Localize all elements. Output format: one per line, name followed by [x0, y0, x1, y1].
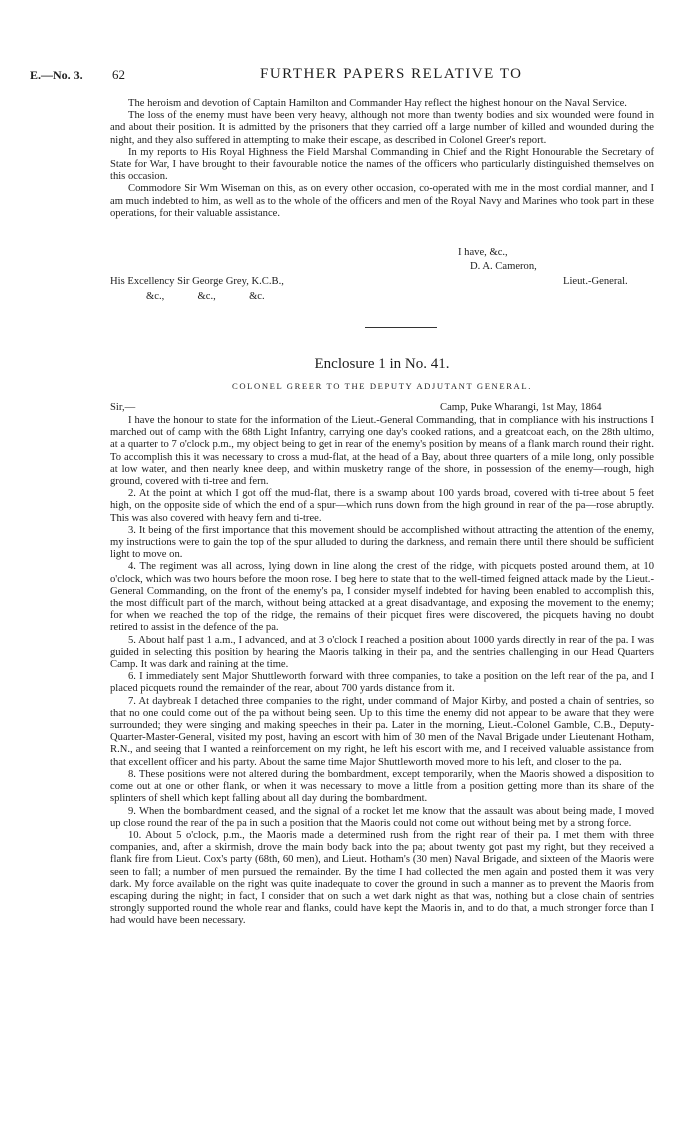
dateline: Camp, Puke Wharangi, 1st May, 1864 [440, 402, 602, 413]
page-number: 62 [112, 67, 125, 82]
etc-line: &c., &c., &c. [146, 291, 265, 302]
signature-name: D. A. Cameron, [470, 261, 537, 272]
paragraph: 8. These positions were not altered during the bombardment, except temporarily, when the Maoris showed a disposition to come out at one or other flank, or when it was necessary to move a little from a position getting more than its share of the splinters of shell which kept falling about all day during the bombardment. [110, 768, 654, 805]
salutation: Sir,— [110, 402, 136, 413]
paragraph: 10. About 5 o'clock, p.m., the Maoris made a determined rush from the right rear of their pa. I met them with three companies, and, after a skirmish, drove the main body back into the pa; about twenty got past my right, but they received a flank fire from Lieut. Cox's party (68th, 60 men), and Lieut. Hotham's (30 men) Naval Brigade, and sixteen of the Maoris were seen to fall; a number of men pursued the remainder. By the time I had collected the men again and posted them it was very dark. My force available on the right was quite inadequate to cover the ground in such a manner as to prevent the Maoris from escaping during the night; in fact, I consider that on such a wet dark night as that was, nothing but a close chain of sentries strongly supported round the whole rear and flanks, could have kept the Maoris in, and to do that, a much stronger force than I had would have been necessary. [110, 829, 654, 927]
despatch-conclusion [110, 98, 654, 220]
paragraph: Commodore Sir Wm Wiseman on this, as on every other occasion, co-operated with me in the most cordial manner, and I am much indebted to him, as well as to the whole of the officers and men of the Royal Navy and Marines who took part in these operations, for their valuable assistance. [110, 183, 654, 219]
paragraph: The loss of the enemy must have been very heavy, although not more than twenty bodies and six wounded were found in and about their position. It is admitted by the prisoners that they carried off a large number of killed and wounded during the night, and they also suffered in attempting to make their escape, as described in Colonel Greer's report. [110, 110, 654, 146]
paragraph: 2. At the point at which I got off the mud-flat, there is a swamp about 100 yards broad, covered with ti-tree about 5 feet high, on the opposite side of which the end of a spur—which runs down from the high ground in rear of the pa—rose abruptly. This was also covered with heavy fern and ti-tree. [110, 488, 654, 524]
closing-line: I have, &c., [458, 247, 508, 258]
page-header [30, 66, 670, 86]
letter-body [110, 415, 654, 928]
paragraph: 3. It being of the first importance that this movement should be accomplished without attracting the attention of the enemy, my instructions were to gain the top of the spur alluded to during the darkness, and remain there until there should be sufficient light to move on. [110, 524, 654, 561]
paragraph: 6. I immediately sent Major Shuttleworth forward with three companies, to take a position on the left rear of the pa, and I placed picquets round the remainder of the rear, about 700 yards distance from it. [110, 671, 654, 695]
paragraph: In my reports to His Royal Highness the Field Marshal Commanding in Chief and the Right Honourable the Secretary of State for War, I have brought to their favourable notice the names of the officers who particularly distinguished themselves on this occasion. [110, 146, 654, 183]
paragraph: 5. About half past 1 a.m., I advanced, and at 3 o'clock I reached a position about 1000 yards directly in rear of the pa. I was guided in selecting this position by hearing the Maoris talking in their pa, and the sentries challenging in our Head Quarters Camp. It was dark and raining at the time. [110, 634, 654, 671]
paragraph: 7. At daybreak I detached three companies to the right, under command of Major Kirby, and posted a chain of sentries, so that no one could come out of the pa without being seen. Up to this time the enemy did not appear to be aware that they were surrounded; they were singing and making speeches in their pa. Later in the morning, Lieut.-Colonel Gamble, C.B., Deputy-Quarter-Master-General, visited my post, having an escort with him of 30 men of the Naval Brigade under Lieutenant Hotham, R.N., and seeing that I wanted a reinforcement on my right, he left his escort with me, and I received valuable assistance from that excellent officer and his party. About the same time Major Shuttleworth moved more to his left, and closer to the pa. [110, 695, 654, 768]
enclosure-title: Enclosure 1 in No. 41. [314, 356, 450, 372]
paragraph: I have the honour to state for the information of the Lieut.-General Commanding, that in compliance with his instructions I marched out of camp with the 68th Light Infantry, carrying one day's cooked rations, and a greatcoat each, on the 28th ultimo, at a quarter to 7 o'clock p.m., my object being to get in rear of the enemy's position by means of a flank march round their right. To accomplish this it was necessary to cross a mud-flat, at the head of a Bay, about three quarters of a mile long, only possible at low water, and then nearly knee deep, and within musketry range of the shore, in possession of the enemy—rough, high ground, covered with ti-tree and fern. [110, 415, 654, 488]
running-title: FURTHER PAPERS RELATIVE TO [260, 66, 523, 82]
enclosure-subtitle: COLONEL GREER TO THE DEPUTY ADJUTANT GENERAL. [232, 381, 532, 391]
paragraph: The heroism and devotion of Captain Hamilton and Commander Hay reflect the highest honour on the Naval Service. [128, 98, 627, 109]
session-reference: E.—No. 3. [30, 68, 83, 82]
paragraph: 9. When the bombardment ceased, and the signal of a rocket let me know that the assault was about being made, I moved up close round the rear of the pa in such a position that the Maoris could not come out without being met by a strong force. [110, 805, 654, 829]
paragraph: 4. The regiment was all across, lying down in line along the crest of the ridge, with picquets posted around them, at 10 o'clock, which was two hours before the moon rose. I beg here to state that to the well-timed feigned attack made by the Lieut.-General Commanding, on the front of the enemy's pa, I consider myself indebted for having been enabled to accomplish this, the most difficult part of the march, without being attacked at a great disadvantage, and exposing the movement to the enemy; for when we reached the top of the ridge, the remains of their picquet fires were discovered, the picquets having no doubt retired to assist in the defence of the pa. [110, 561, 654, 634]
addressee: His Excellency Sir George Grey, K.C.B., [110, 276, 284, 287]
section-divider [365, 327, 437, 328]
signature-title: Lieut.-General. [563, 276, 628, 287]
